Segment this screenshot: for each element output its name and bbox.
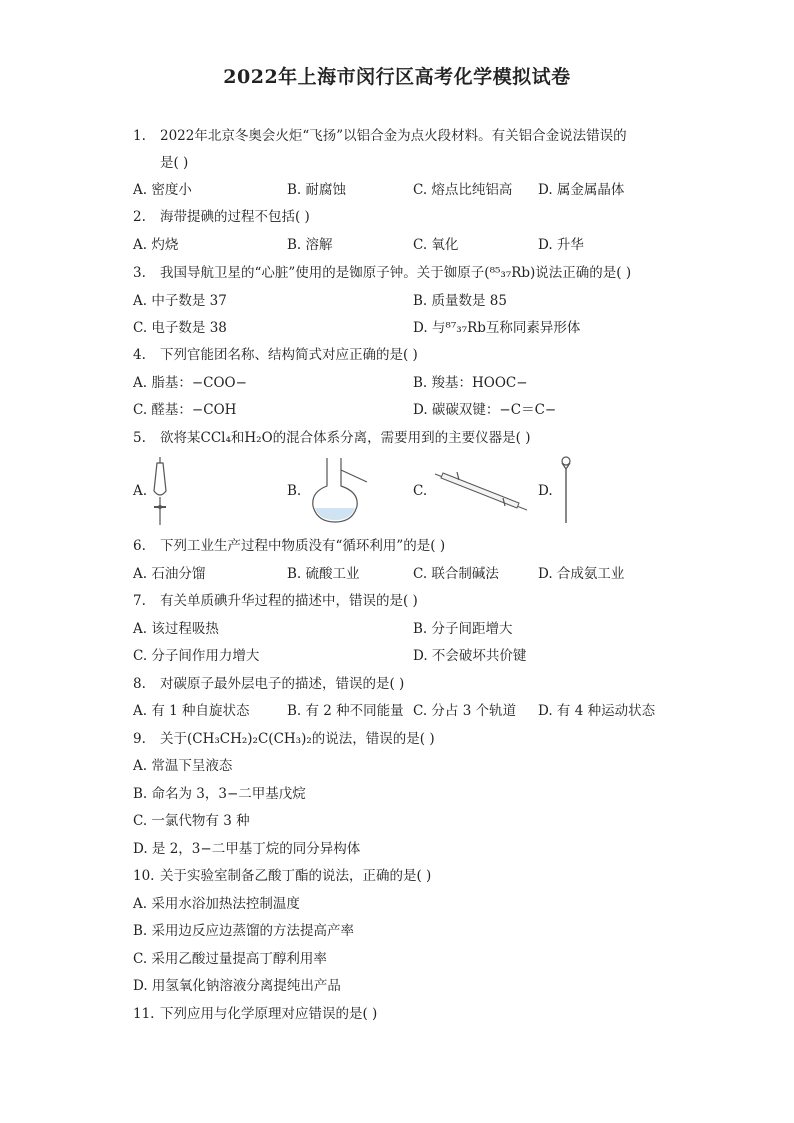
option-d: D. 碳碳双键：−C＝C− xyxy=(413,402,557,418)
option-d: D. 合成氨工业 xyxy=(538,566,625,582)
option-a: A. 该过程吸热 xyxy=(133,621,219,637)
option-d: D. 与⁸⁷₃₇Rb互称同素异形体 xyxy=(413,320,581,336)
option-c: C. 采用乙酸过量提高丁醇利用率 xyxy=(133,951,327,967)
option-b: B. 耐腐蚀 xyxy=(287,182,347,198)
question-stem: 下列工业生产过程中物质没有“循环利用”的是( ) xyxy=(160,538,446,554)
option-b: B. 分子间距增大 xyxy=(413,621,513,637)
option-c: C. 熔点比纯铝高 xyxy=(413,182,513,198)
option-c: C. 联合制碱法 xyxy=(413,566,499,582)
condenser-icon xyxy=(433,470,529,514)
question-4 xyxy=(133,346,418,364)
option-a: A. 脂基：−COO− xyxy=(133,375,247,391)
option-d: D. 有 4 种运动状态 xyxy=(538,703,656,719)
option-d: D. 升华 xyxy=(538,237,584,253)
question-10 xyxy=(133,867,431,885)
option-b: B. 质量数是 85 xyxy=(413,293,507,309)
option-b: B. 硫酸工业 xyxy=(287,566,360,582)
question-number: 6. xyxy=(133,538,146,554)
question-1 xyxy=(133,127,627,145)
question-stem: 下列应用与化学原理对应错误的是( ) xyxy=(160,1006,378,1022)
question-5 xyxy=(133,429,530,447)
option-b: B. 溶解 xyxy=(287,237,333,253)
option-a: A. 密度小 xyxy=(133,182,192,198)
option-a: A. 有 1 种自旋状态 xyxy=(133,703,250,719)
question-9 xyxy=(133,730,435,748)
option-a: A. 中子数是 37 xyxy=(133,293,227,309)
option-b: B. 采用边反应边蒸馏的方法提高产率 xyxy=(133,923,355,939)
question-number: 1. xyxy=(133,128,146,144)
question-number: 5. xyxy=(133,430,146,446)
question-stem: 我国导航卫星的“心脏”使用的是铷原子钟。关于铷原子(⁸⁵₃₇Rb)说法正确的是( ) xyxy=(160,265,632,281)
option-b: B. 羧基：HOOC− xyxy=(413,375,528,391)
option-c: C. 醛基：−COH xyxy=(133,402,237,418)
option-d: D. 用氢氧化钠溶液分离提纯出产品 xyxy=(133,978,341,994)
question-stem: 2022年北京冬奥会火炬“飞扬”以铝合金为点火段材料。有关铝合金说法错误的 xyxy=(160,128,627,144)
option-a: A. xyxy=(133,483,148,499)
question-3 xyxy=(133,264,631,282)
question-stem: 有关单质碘升华过程的描述中，错误的是( ) xyxy=(160,593,418,609)
question-number: 4. xyxy=(133,347,146,363)
question-number: 8. xyxy=(133,676,146,692)
question-number: 2. xyxy=(133,209,146,225)
question-6 xyxy=(133,537,445,555)
question-1-cont: 是( ) xyxy=(160,155,189,171)
question-stem: 关于实验室制备乙酸丁酯的说法，正确的是( ) xyxy=(160,868,432,884)
option-a: A. 常温下呈液态 xyxy=(133,758,233,774)
option-c: C. xyxy=(413,483,428,499)
option-d: D. xyxy=(538,483,553,499)
question-2 xyxy=(133,208,310,226)
question-stem: 下列官能团名称、结构简式对应正确的是( ) xyxy=(160,347,418,363)
option-c: C. 氧化 xyxy=(413,237,459,253)
question-number: 3. xyxy=(133,265,146,281)
option-c: C. 一氯代物有 3 种 xyxy=(133,813,250,829)
long-neck-funnel-icon xyxy=(558,455,574,527)
question-7 xyxy=(133,592,418,610)
option-a: A. 灼烧 xyxy=(133,237,179,253)
separatory-funnel-icon xyxy=(148,455,172,527)
option-c: C. 电子数是 38 xyxy=(133,320,227,336)
question-number: 11. xyxy=(133,1006,155,1022)
question-number: 7. xyxy=(133,593,146,609)
question-stem: 欲将某CCl₄和H₂O的混合体系分离，需要用到的主要仪器是( ) xyxy=(160,430,531,446)
question-number: 9. xyxy=(133,731,146,747)
option-d: D. 属金属晶体 xyxy=(538,182,625,198)
question-stem: 对碳原子最外层电子的描述，错误的是( ) xyxy=(160,676,405,692)
question-8 xyxy=(133,675,404,693)
option-c: C. 分子间作用力增大 xyxy=(133,648,260,664)
distillation-flask-icon xyxy=(307,456,369,524)
option-c: C. 分占 3 个轨道 xyxy=(413,703,517,719)
question-stem: 关于(CH₃CH₂)₂C(CH₃)₂的说法，错误的是( ) xyxy=(160,731,435,747)
option-d: D. 是 2，3−二甲基丁烷的同分异构体 xyxy=(133,841,361,857)
option-b: B. 有 2 种不同能量 xyxy=(287,703,404,719)
option-a: A. 石油分馏 xyxy=(133,566,206,582)
option-a: A. 采用水浴加热法控制温度 xyxy=(133,896,300,912)
question-number: 10. xyxy=(133,868,155,884)
page-title: 2022年上海市闵行区高考化学模拟试卷 xyxy=(223,66,571,88)
option-b: B. xyxy=(287,483,302,499)
question-11 xyxy=(133,1005,377,1023)
option-b: B. 命名为 3，3−二甲基戊烷 xyxy=(133,786,306,802)
option-d: D. 不会破坏共价键 xyxy=(413,648,527,664)
question-stem: 海带提碘的过程不包括( ) xyxy=(160,209,310,225)
